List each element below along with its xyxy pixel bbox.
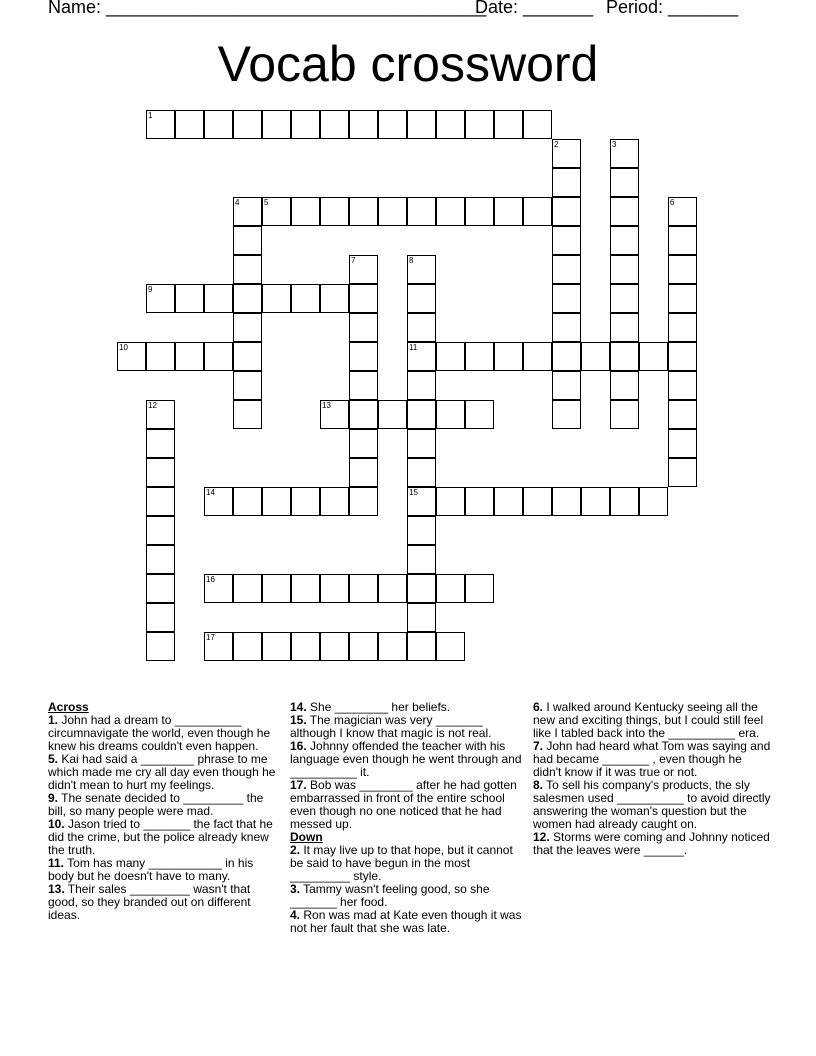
crossword-cell[interactable] [320, 574, 349, 603]
clue-item-number: 15. [290, 713, 307, 727]
clue-item-text: John had heard what Tom was saying and had became _______ , even though he didn't know if it was true or not. [533, 739, 771, 779]
crossword-cell[interactable] [349, 313, 378, 342]
clue-item-number: 7. [533, 739, 544, 753]
crossword-cell[interactable] [291, 284, 320, 313]
crossword-cell[interactable] [436, 110, 465, 139]
crossword-cell[interactable] [465, 342, 494, 371]
crossword-cell[interactable] [407, 458, 436, 487]
crossword-cell[interactable] [407, 110, 436, 139]
crossword-cell[interactable] [262, 284, 291, 313]
crossword-cell[interactable] [407, 603, 436, 632]
crossword-cell[interactable] [581, 342, 610, 371]
crossword-cell[interactable] [610, 226, 639, 255]
crossword-cell[interactable] [610, 342, 639, 371]
crossword-cell[interactable] [668, 313, 697, 342]
crossword-cell[interactable] [320, 197, 349, 226]
crossword-cell[interactable] [262, 110, 291, 139]
crossword-cell[interactable] [233, 371, 262, 400]
clue-number: 9 [148, 285, 153, 294]
crossword-cell[interactable] [175, 284, 204, 313]
crossword-cell[interactable] [465, 400, 494, 429]
clue-item-text: Bob was ________ after he had gotten embarrassed in front of the entire school even though no one noticed that he had messed up. [290, 778, 517, 831]
crossword-cell[interactable] [233, 574, 262, 603]
clues-section-heading: Down [290, 830, 323, 844]
crossword-cell[interactable] [494, 342, 523, 371]
crossword-cell[interactable] [552, 371, 581, 400]
crossword-cell[interactable] [465, 197, 494, 226]
crossword-cell[interactable] [407, 400, 436, 429]
crossword-cell[interactable] [610, 255, 639, 284]
crossword-cell[interactable] [610, 371, 639, 400]
clue-item-number: 6. [533, 700, 544, 714]
crossword-cell[interactable] [407, 545, 436, 574]
crossword-cell[interactable] [436, 400, 465, 429]
clues-column-3 [533, 701, 773, 857]
crossword-cell[interactable] [146, 429, 175, 458]
crossword-cell[interactable] [552, 487, 581, 516]
crossword-cell[interactable] [610, 168, 639, 197]
crossword-cell[interactable] [349, 458, 378, 487]
clue-item [48, 792, 276, 818]
clue-item [48, 857, 276, 883]
crossword-cell[interactable] [320, 632, 349, 661]
crossword-cell[interactable] [407, 371, 436, 400]
clue-item-number: 13. [48, 882, 65, 896]
clue-number: 4 [235, 198, 240, 207]
clue-number: 15 [409, 488, 418, 497]
clue-item-number: 2. [290, 843, 301, 857]
crossword-cell[interactable] [349, 197, 378, 226]
crossword-cell[interactable] [668, 429, 697, 458]
crossword-cell[interactable] [349, 429, 378, 458]
clue-item-text: Storms were coming and Johnny noticed that the leaves were ______. [533, 830, 770, 857]
crossword-cell[interactable] [320, 110, 349, 139]
crossword-cell[interactable] [320, 284, 349, 313]
crossword-cell[interactable] [146, 487, 175, 516]
clue-number: 13 [322, 401, 331, 410]
crossword-cell[interactable] [436, 487, 465, 516]
page-title: Vocab crossword [217, 36, 599, 92]
crossword-cell[interactable] [233, 110, 262, 139]
crossword-cell[interactable] [436, 632, 465, 661]
crossword-cell[interactable] [349, 342, 378, 371]
crossword-cell[interactable] [610, 400, 639, 429]
crossword-cell[interactable] [349, 371, 378, 400]
crossword-cell[interactable] [204, 284, 233, 313]
clue-item-number: 4. [290, 908, 301, 922]
crossword-cell[interactable] [349, 632, 378, 661]
crossword-cell[interactable] [552, 226, 581, 255]
crossword-cell[interactable] [349, 487, 378, 516]
crossword-cell[interactable] [378, 400, 407, 429]
crossword-cell[interactable] [378, 197, 407, 226]
clue-item [290, 844, 525, 883]
clues-column-2 [290, 701, 525, 935]
crossword-cell[interactable] [146, 603, 175, 632]
clue-item-number: 12. [533, 830, 550, 844]
clue-item [290, 883, 525, 909]
crossword-cell[interactable] [523, 487, 552, 516]
crossword-cell[interactable] [291, 197, 320, 226]
crossword-cell[interactable] [233, 255, 262, 284]
clue-item-number: 8. [533, 778, 544, 792]
clue-item [533, 831, 773, 857]
crossword-cell[interactable] [378, 632, 407, 661]
crossword-cell[interactable] [349, 110, 378, 139]
crossword-cell[interactable] [233, 284, 262, 313]
clue-item-text: The senate decided to _________ the bill, so many people were mad. [48, 791, 264, 818]
clue-item-text: To sell his company's products, the sly salesmen used __________ to avoid directly answering the woman's question but the women had already caught on. [533, 778, 771, 831]
clue-number: 14 [206, 488, 215, 497]
crossword-cell[interactable] [668, 458, 697, 487]
clue-item-number: 17. [290, 778, 307, 792]
crossword-cell[interactable] [523, 342, 552, 371]
clue-number: 12 [148, 401, 157, 410]
crossword-cell[interactable] [175, 110, 204, 139]
clue-item-number: 1. [48, 713, 59, 727]
crossword-cell[interactable] [349, 574, 378, 603]
clue-item [48, 714, 276, 753]
clue-item-text: She ________ her beliefs. [306, 700, 451, 714]
crossword-cell[interactable] [146, 574, 175, 603]
clue-item [533, 701, 773, 740]
crossword-cell[interactable] [146, 545, 175, 574]
crossword-cell[interactable] [494, 487, 523, 516]
clue-item [533, 740, 773, 779]
clue-number: 3 [612, 140, 617, 149]
crossword-cell[interactable] [175, 342, 204, 371]
crossword-cell[interactable] [204, 110, 233, 139]
crossword-cell[interactable] [610, 313, 639, 342]
crossword-cell[interactable] [552, 313, 581, 342]
crossword-cell[interactable] [233, 632, 262, 661]
clue-number: 16 [206, 575, 215, 584]
crossword-cell[interactable] [552, 255, 581, 284]
crossword-cell[interactable] [465, 110, 494, 139]
crossword-cell[interactable] [378, 110, 407, 139]
clue-number: 5 [264, 198, 269, 207]
clue-item-number: 16. [290, 739, 307, 753]
crossword-cell[interactable] [407, 284, 436, 313]
crossword-cell[interactable] [146, 458, 175, 487]
clue-number: 6 [670, 198, 675, 207]
clue-item-text: Kai had said a ________ phrase to me which made me cry all day even though he didn't mean to hurt my feelings. [48, 752, 276, 792]
crossword-cell[interactable] [610, 197, 639, 226]
clue-item-number: 9. [48, 791, 59, 805]
clue-item [290, 714, 525, 740]
crossword-cell[interactable] [523, 197, 552, 226]
crossword-cell[interactable] [378, 574, 407, 603]
date-field-label: Date: _______ [475, 0, 594, 17]
clue-item-number: 10. [48, 817, 65, 831]
clue-number: 7 [351, 256, 356, 265]
crossword-cell[interactable] [668, 371, 697, 400]
crossword-cell[interactable] [552, 284, 581, 313]
clue-item-number: 11. [48, 856, 65, 870]
crossword-cell[interactable] [146, 342, 175, 371]
crossword-cell[interactable] [465, 487, 494, 516]
clue-item [290, 779, 525, 831]
crossword-cell[interactable] [668, 255, 697, 284]
crossword-cell[interactable] [320, 487, 349, 516]
crossword-cell[interactable] [233, 342, 262, 371]
crossword-cell[interactable] [639, 487, 668, 516]
clue-number: 8 [409, 256, 414, 265]
clues-column-1 [48, 701, 276, 922]
clue-item-text: It may live up to that hope, but it cannot be said to have begun in the most _________ style. [290, 843, 513, 883]
crossword-cell[interactable] [494, 110, 523, 139]
crossword-cell[interactable] [233, 226, 262, 255]
clue-item-text: Jason tried to _______ the fact that he did the crime, but the police already knew the truth. [48, 817, 273, 857]
clue-item [290, 740, 525, 779]
clue-item [48, 883, 276, 922]
crossword-cell[interactable] [436, 197, 465, 226]
crossword-cell[interactable] [552, 342, 581, 371]
crossword-cell[interactable] [262, 574, 291, 603]
crossword-cell[interactable] [291, 632, 320, 661]
clue-item-number: 14. [290, 700, 307, 714]
crossword-cell[interactable] [552, 400, 581, 429]
crossword-cell[interactable] [291, 574, 320, 603]
clue-item-text: The magician was very _______ although I know that magic is not real. [290, 713, 492, 740]
clue-number: 10 [119, 343, 128, 352]
name-field-label: Name: ______________________________________ [48, 0, 487, 17]
crossword-cell[interactable] [262, 632, 291, 661]
crossword-cell[interactable] [204, 342, 233, 371]
crossword-cell[interactable] [407, 197, 436, 226]
crossword-cell[interactable] [407, 632, 436, 661]
clue-item-text: Ron was mad at Kate even though it was not her fault that she was late. [290, 908, 522, 935]
crossword-cell[interactable] [262, 487, 291, 516]
crossword-cell[interactable] [436, 574, 465, 603]
crossword-cell[interactable] [465, 574, 494, 603]
crossword-cell[interactable] [494, 197, 523, 226]
clue-number: 1 [148, 111, 153, 120]
crossword-cell[interactable] [668, 342, 697, 371]
clues-section-heading: Across [48, 700, 89, 714]
clue-item [290, 909, 525, 935]
clue-number: 17 [206, 633, 215, 642]
period-field-label: Period: _______ [606, 0, 739, 17]
crossword-cell[interactable] [407, 574, 436, 603]
crossword-cell[interactable] [407, 313, 436, 342]
crossword-cell[interactable] [407, 516, 436, 545]
clue-item-text: Tom has many ___________ in his body but he doesn't have to many. [48, 856, 254, 883]
crossword-cell[interactable] [610, 284, 639, 313]
crossword-cell[interactable] [668, 284, 697, 313]
crossword-cell[interactable] [291, 110, 320, 139]
crossword-cell[interactable] [233, 400, 262, 429]
clue-item-text: John had a dream to __________ circumnavigate the world, even though he knew his dreams couldn't even happen. [48, 713, 271, 753]
clue-item-text: Tammy wasn't feeling good, so she _______ her food. [290, 882, 490, 909]
crossword-cell[interactable] [581, 487, 610, 516]
clue-item-text: Their sales _________ wasn't that good, so they branded out on different ideas. [48, 882, 251, 922]
clue-item-text: Johnny offended the teacher with his language even though he went through and __________ it. [290, 739, 522, 779]
clue-item-text: I walked around Kentucky seeing all the new and exciting things, but I could still feel like I tabled back into the __________ era. [533, 700, 764, 740]
clue-item-number: 3. [290, 882, 301, 896]
crossword-cell[interactable] [146, 516, 175, 545]
crossword-cell[interactable] [552, 168, 581, 197]
crossword-cell[interactable] [639, 342, 668, 371]
crossword-cell[interactable] [233, 487, 262, 516]
clue-item-number: 5. [48, 752, 59, 766]
crossword-cell[interactable] [668, 226, 697, 255]
crossword-cell[interactable] [233, 313, 262, 342]
crossword-cell[interactable] [291, 487, 320, 516]
crossword-cell[interactable] [436, 342, 465, 371]
crossword-cell[interactable] [349, 284, 378, 313]
crossword-cell[interactable] [610, 487, 639, 516]
clue-number: 11 [409, 343, 418, 352]
clue-item [48, 818, 276, 857]
crossword-cell[interactable] [146, 632, 175, 661]
clue-number: 2 [554, 140, 559, 149]
crossword-cell[interactable] [407, 429, 436, 458]
clue-item [533, 779, 773, 831]
crossword-cell[interactable] [523, 110, 552, 139]
crossword-cell[interactable] [552, 197, 581, 226]
crossword-cell[interactable] [668, 400, 697, 429]
crossword-cell[interactable] [349, 400, 378, 429]
clue-item [48, 753, 276, 792]
